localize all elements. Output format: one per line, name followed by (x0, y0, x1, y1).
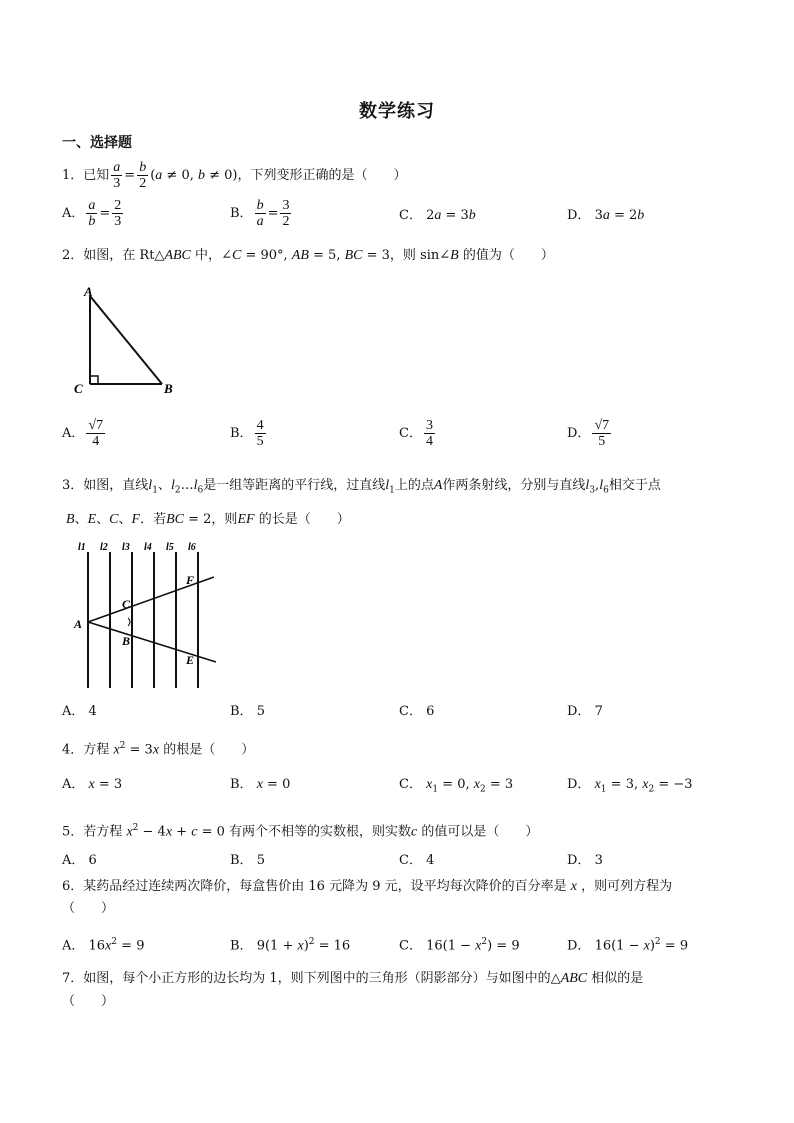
question-2: 2．如图，在 Rt△ABC 中，∠C = 90°, AB = 5, BC = 3，则 sin∠B 的值为（ ） (62, 248, 554, 263)
ray-af (88, 577, 214, 622)
q6-option-c: C． $16(1 - x^2) = 9$ (399, 937, 520, 954)
section-heading: 一、选择题 (62, 135, 132, 151)
condition: (a ≠ 0, b ≠ 0) (150, 168, 238, 183)
figure-right-triangle (70, 282, 180, 398)
q3-option-d: D． 7 (567, 704, 603, 719)
q4-option-a: A． x = 3 (62, 777, 123, 792)
q1-option-b: B． $\frac{b}{a}$ = $\frac{3}{2}$ (230, 198, 290, 229)
label-l4: l4 (144, 542, 152, 553)
label-l6: l6 (188, 542, 196, 553)
question-stem: 已知 (83, 168, 110, 183)
ray-ae (88, 622, 216, 662)
angle-mark (128, 618, 130, 626)
question-6-line-2: （ ） (62, 901, 115, 916)
label-l2: l2 (100, 542, 108, 553)
label-b: B (164, 381, 173, 396)
q2-option-c: C． $\frac{3}{4}$ (399, 418, 433, 449)
q2-option-d: D． $\frac{√7}{5}$ (567, 418, 610, 449)
fraction-b-over-2: $\frac{b}{2}$ (139, 160, 147, 191)
q2-option-a: A． $\frac{√7}{4}$ (62, 418, 104, 449)
label-point-b: B (122, 634, 131, 648)
question-4: 4．方程 $x^2 = 3x$ 的根是（ ） (62, 741, 255, 758)
q4-option-c: C． $x_1 = 0$, $x_2 = 3$ (399, 777, 514, 795)
question-number: 1． (62, 168, 84, 183)
label-c: C (74, 381, 83, 396)
question-5: 5．若方程 $x^2 - 4x + c = 0$ 有两个不相等的实数根，则实数c 的值可以是（ ） (62, 823, 539, 840)
label-point-f: F (186, 573, 195, 587)
q3-option-b: B． 5 (230, 704, 265, 719)
q2-option-b: B． $\frac{4}{5}$ (230, 418, 264, 449)
q5-option-b: B． 5 (230, 853, 265, 868)
q1-option-d: D． 3a = 2b (567, 208, 645, 223)
q5-option-a: A． 6 (62, 853, 97, 868)
q5-option-d: D． 3 (567, 853, 603, 868)
q4-option-d: D． $x_1 = 3$, $x_2 = -3$ (567, 777, 693, 795)
label-l5: l5 (166, 542, 174, 553)
right-angle-mark (90, 376, 98, 384)
label-a: A (84, 284, 93, 299)
question-7-line-2: （ ） (62, 994, 115, 1009)
q3-option-a: A． 4 (62, 704, 97, 719)
figure-parallel-lines (70, 540, 220, 692)
q6-option-b: B． $9(1 + x)^2 = 16$ (230, 937, 351, 954)
fraction-a-over-3: $\frac{a}{3}$ (113, 160, 121, 191)
label-point-a: A (74, 617, 83, 631)
q4-option-b: B． x = 0 (230, 777, 291, 792)
q3-option-c: C． 6 (399, 704, 435, 719)
label-l3: l3 (122, 542, 130, 553)
page-title: 数学练习 (359, 101, 435, 122)
side-ab (90, 296, 162, 384)
question-7-line-1: 7．如图，每个小正方形的边长均为 1，则下列图中的三角形（阴影部分）与如图中的△ABC 相似的是 (62, 971, 644, 986)
question-1: 1．已知 $\frac{a}{3}$ = $\frac{b}{2}$ (a ≠ 0, b ≠ 0)，下列变形正确的是（ ） (62, 160, 407, 191)
question-6-line-1: 6．某药品经过连续两次降价，每盒售价由 16 元降为 9 元，设平均每次降价的百分率是 x ，则可列方程为 (62, 879, 673, 894)
question-3-line-1: 3．如图，直线$l_1$、$l_2\dots l_6$是一组等距离的平行线，过直线$l_1$上的点A作两条射线，分别与直线$l_3,l_6$相交于点 (62, 478, 661, 496)
q5-option-c: C． 4 (399, 853, 435, 868)
label-l1: l1 (78, 542, 86, 553)
q1-option-c: C． 2a = 3b (399, 208, 476, 223)
q6-option-a: A． $16x^2 = 9$ (62, 937, 145, 954)
question-stem: ，下列变形正确的是（ ） (237, 168, 407, 183)
q1-option-a: A． $\frac{a}{b}$ = $\frac{2}{3}$ (62, 198, 122, 229)
label-point-c: C (122, 597, 131, 611)
question-3-line-2: B、E、C、F．若BC = 2，则EF 的长是（ ） (66, 512, 350, 527)
label-point-e: E (186, 653, 195, 667)
q6-option-d: D． $16(1 - x)^2 = 9$ (567, 937, 689, 954)
